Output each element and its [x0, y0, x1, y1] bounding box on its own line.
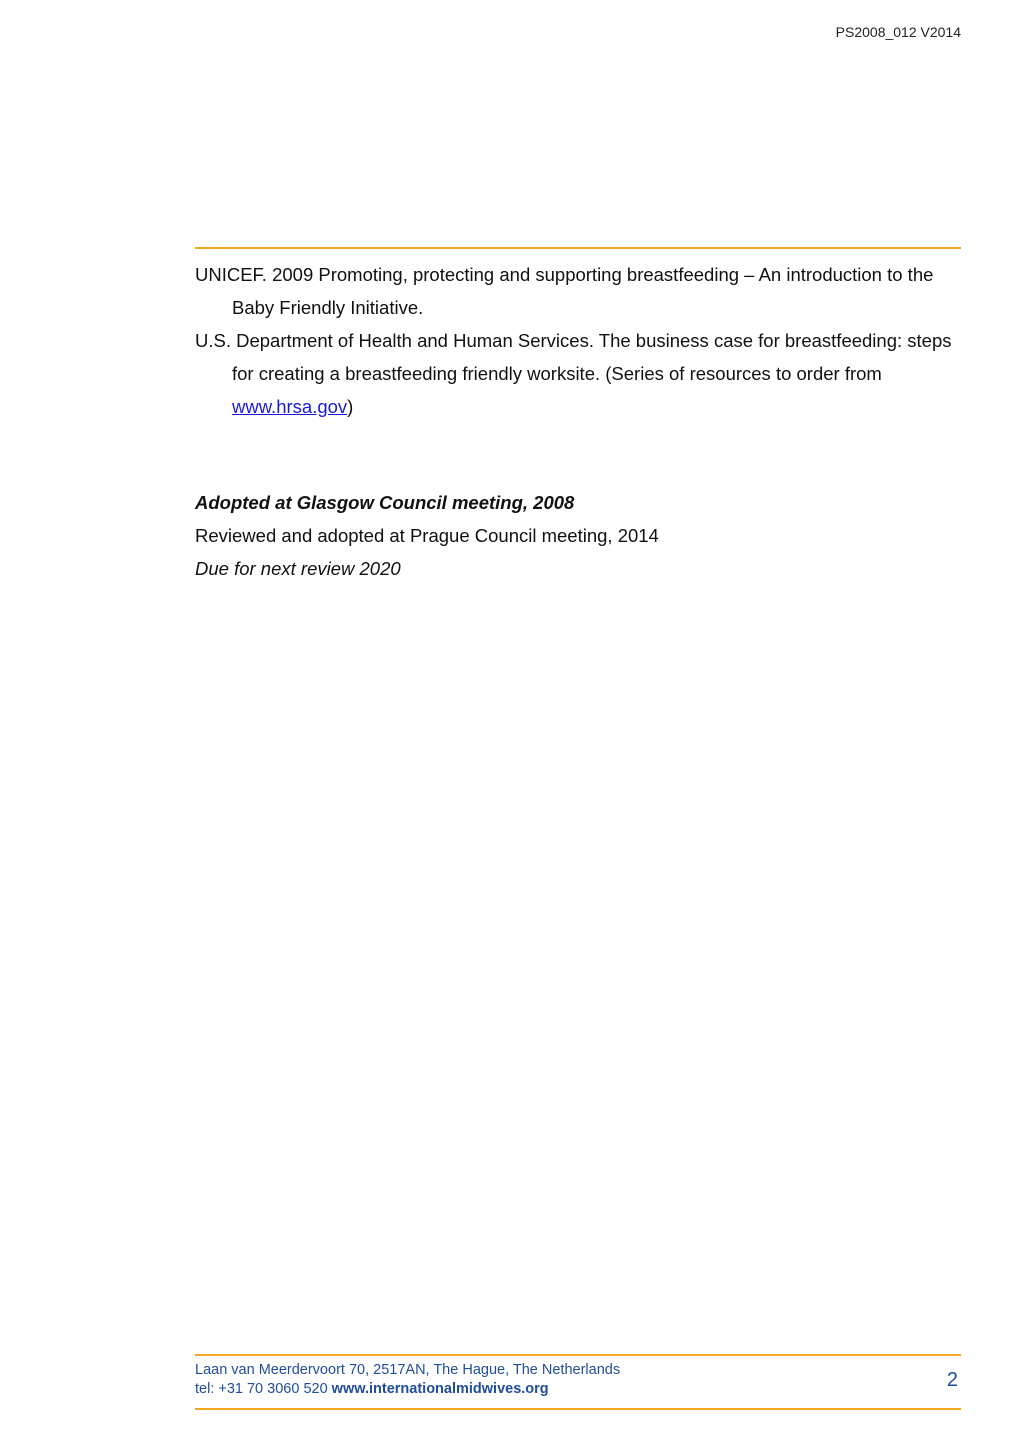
footer-top-divider	[195, 1354, 961, 1356]
footer-website-link[interactable]: www.internationalmidwives.org	[331, 1381, 549, 1397]
reference-text: U.S. Department of Health and Human Services. The business case for breastfeeding: steps for creating a breastfeeding friendly worksite. (Series of resources to order from	[195, 330, 952, 384]
footer-tel: tel: +31 70 3060 520	[195, 1381, 332, 1397]
reference-item-unicef: UNICEF. 2009 Promoting, protecting and supporting breastfeeding – An introduction to the Baby Friendly Initiative.	[195, 264, 934, 318]
footer-address: Laan van Meerdervoort 70, 2517AN, The Hague, The Netherlands	[195, 1362, 621, 1378]
reference-list	[195, 258, 961, 423]
reference-text-end: )	[347, 396, 354, 417]
footer-contact	[195, 1380, 961, 1399]
footer-bottom-divider	[195, 1408, 961, 1410]
reviewed-statement: Reviewed and adopted at Prague Council meeting, 2014	[195, 525, 659, 546]
hrsa-link[interactable]: www.hrsa.gov	[232, 396, 348, 417]
top-divider	[195, 247, 961, 249]
page-number: 2	[946, 1369, 958, 1391]
adoption-block	[195, 486, 961, 585]
reference-item-hhs	[195, 324, 961, 423]
next-review-statement: Due for next review 2020	[195, 558, 401, 579]
document-id: PS2008_012 V2014	[835, 24, 961, 40]
page-footer	[195, 1361, 961, 1401]
adopted-statement: Adopted at Glasgow Council meeting, 2008	[195, 492, 575, 513]
